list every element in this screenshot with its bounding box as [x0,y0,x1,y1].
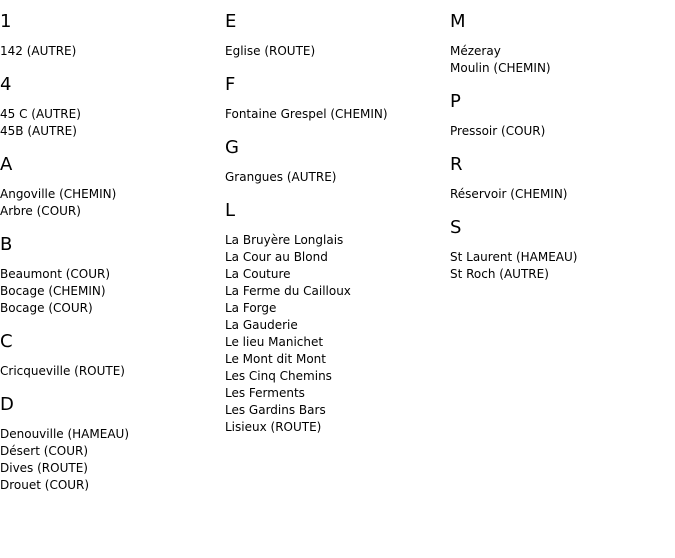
letter-group [0,330,220,380]
street-entry: La Gauderie [225,318,298,332]
letter-group [0,393,220,494]
index-column [0,10,220,507]
street-entry: Beaumont (COUR) [0,267,111,281]
letter-heading: F [225,74,236,95]
street-entry: Denouville (HAMEAU) [0,427,129,441]
entry-list [225,169,445,186]
street-entry: Eglise (ROUTE) [225,44,316,58]
entry-list [0,266,220,317]
letter-group [0,10,220,60]
letter-heading: 1 [0,11,12,32]
street-entry: Bocage (CHEMIN) [0,284,106,298]
letter-group [225,136,445,186]
street-entry: Désert (COUR) [0,444,89,458]
entry-list [0,186,220,220]
entry-list [0,43,220,60]
letter-group [225,10,445,60]
letter-heading: R [450,154,463,175]
street-entry: Les Cinq Chemins [225,369,332,383]
index-column [450,10,670,296]
letter-group [225,199,445,436]
letter-heading: E [225,11,237,32]
street-entry: La Ferme du Cailloux [225,284,351,298]
letter-group [450,90,670,140]
entry-list [450,43,670,77]
letter-heading: M [450,11,466,32]
letter-group [0,73,220,140]
street-entry: La Couture [225,267,291,281]
street-entry: Grangues (AUTRE) [225,170,337,184]
street-entry: La Cour au Blond [225,250,328,264]
street-entry: St Laurent (HAMEAU) [450,250,578,264]
street-entry: Dives (ROUTE) [0,461,88,475]
letter-group [225,73,445,123]
street-entry: 45 C (AUTRE) [0,107,81,121]
letter-heading: B [0,234,13,255]
street-entry: Pressoir (COUR) [450,124,546,138]
street-entry: Drouet (COUR) [0,478,90,492]
street-entry: Mézeray [450,44,501,58]
street-entry: Angoville (CHEMIN) [0,187,117,201]
entry-list [225,43,445,60]
letter-heading: L [225,200,236,221]
letter-heading: C [0,331,13,352]
street-entry: Le lieu Manichet [225,335,324,349]
index-column [225,10,445,449]
street-entry: Fontaine Grespel (CHEMIN) [225,107,388,121]
entry-list [225,232,445,436]
street-entry: Moulin (CHEMIN) [450,61,551,75]
street-entry: Lisieux (ROUTE) [225,420,322,434]
street-entry: St Roch (AUTRE) [450,267,549,281]
letter-heading: 4 [0,74,12,95]
letter-group [450,153,670,203]
letter-group [450,10,670,77]
street-entry: Cricqueville (ROUTE) [0,364,125,378]
letter-heading: S [450,217,462,238]
entry-list [450,186,670,203]
street-entry: 142 (AUTRE) [0,44,77,58]
letter-group [450,216,670,283]
entry-list [225,106,445,123]
letter-heading: G [225,137,239,158]
entry-list [0,363,220,380]
entry-list [0,106,220,140]
street-entry: Les Gardins Bars [225,403,326,417]
street-entry: Arbre (COUR) [0,204,81,218]
letter-group [0,233,220,317]
entry-list [450,123,670,140]
street-entry: 45B (AUTRE) [0,124,77,138]
entry-list [450,249,670,283]
street-entry: La Bruyère Longlais [225,233,344,247]
letter-heading: P [450,91,461,112]
street-entry: Les Ferments [225,386,305,400]
street-entry: La Forge [225,301,277,315]
letter-heading: D [0,394,14,415]
letter-heading: A [0,154,13,175]
street-entry: Bocage (COUR) [0,301,93,315]
street-entry: Le Mont dit Mont [225,352,326,366]
letter-group [0,153,220,220]
entry-list [0,426,220,494]
street-entry: Réservoir (CHEMIN) [450,187,568,201]
